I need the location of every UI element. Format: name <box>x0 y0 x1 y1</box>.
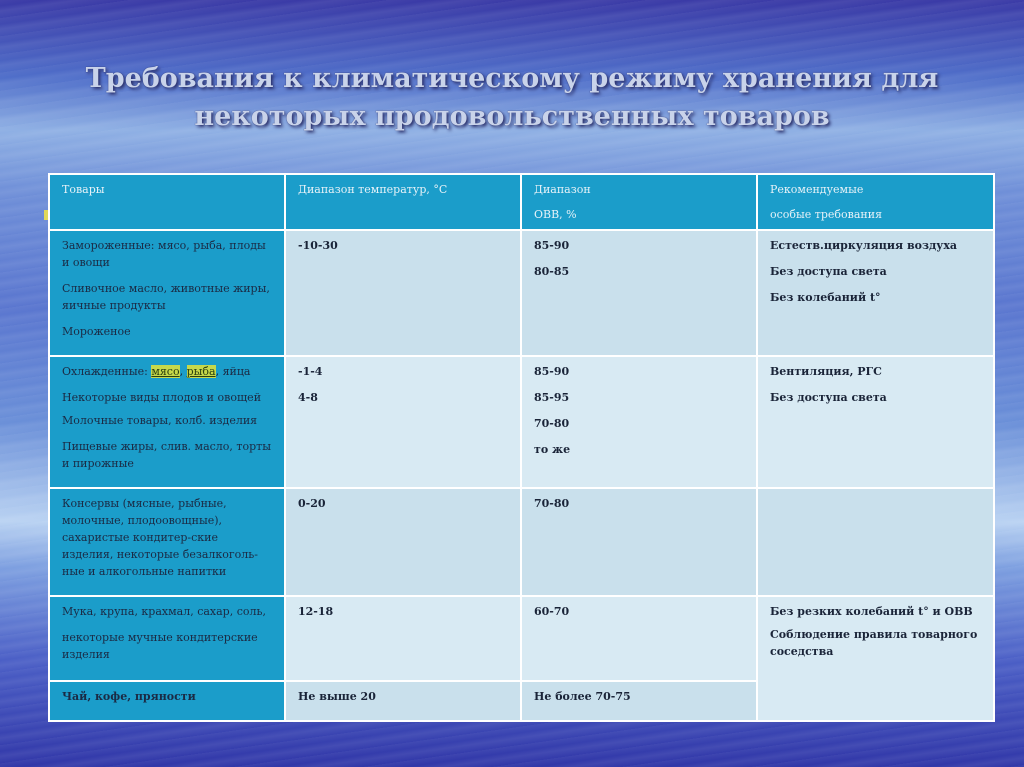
table-row <box>49 356 994 488</box>
goods-line: Сливочное масло, животные жиры, яичные продукты <box>62 282 270 312</box>
temp-value: 4-8 <box>298 391 318 404</box>
requirement-item: Без доступа света <box>770 265 887 278</box>
humidity-value: 85-90 <box>534 239 570 252</box>
temp-value: -10-30 <box>298 239 338 252</box>
requirement-item: Без колебаний t° <box>770 291 881 304</box>
cell-temp-flour <box>285 596 521 681</box>
table-header-row <box>49 174 994 230</box>
goods-line: Пищевые жиры, слив. масло, торты и пирожные <box>62 440 271 470</box>
goods-line: Мука, крупа, крахмал, сахар, соль, <box>62 605 266 618</box>
header-temperature: Диапазон температур, °С <box>285 174 521 230</box>
goods-suffix: , яйца <box>215 365 251 378</box>
cell-humidity-canned <box>521 488 757 596</box>
temp-value: Не выше 20 <box>298 690 376 703</box>
humidity-value: 85-95 <box>534 391 570 404</box>
requirement-item: Естеств.циркуляция воздуха <box>770 239 958 252</box>
header-humidity <box>521 174 757 230</box>
header-requirements <box>757 174 994 230</box>
storage-requirements-table <box>48 173 995 722</box>
slide-title-line-1: Требования к климатическому режиму хранения для <box>85 63 939 94</box>
cell-temp-canned <box>285 488 521 596</box>
link-fish[interactable]: рыба <box>186 365 216 378</box>
goods-line-chilled <box>62 363 272 380</box>
slide-title-line-2: некоторых продовольственных товаров <box>194 101 830 132</box>
header-goods: Товары <box>49 174 285 230</box>
cell-goods-canned <box>49 488 285 596</box>
humidity-value: 70-80 <box>534 417 570 430</box>
cell-requirements-chilled <box>757 356 994 488</box>
goods-line: Замороженные: мясо, рыба, плоды и овощи <box>62 239 266 269</box>
humidity-value: 60-70 <box>534 605 570 618</box>
cell-temp-tea <box>285 681 521 721</box>
header-requirements-line-2: особые требования <box>770 208 883 221</box>
requirement-item: Вентиляция, РГС <box>770 365 882 378</box>
cell-temp-frozen <box>285 230 521 356</box>
goods-separator: , <box>179 365 187 378</box>
goods-line: некоторые мучные кондитерские изделия <box>62 631 258 661</box>
requirement-item: Соблюдение правила товарного соседства <box>770 628 978 658</box>
cell-goods-chilled <box>49 356 285 488</box>
link-meat[interactable]: мясо <box>151 365 180 378</box>
cell-goods-flour <box>49 596 285 681</box>
humidity-value: 70-80 <box>534 497 570 510</box>
humidity-value: 85-90 <box>534 365 570 378</box>
cell-humidity-tea <box>521 681 757 721</box>
requirement-item: Без доступа света <box>770 391 887 404</box>
cell-goods-tea <box>49 681 285 721</box>
header-humidity-line-2: ОВВ, % <box>534 208 577 221</box>
temp-value: 0-20 <box>298 497 326 510</box>
cell-humidity-flour <box>521 596 757 681</box>
cell-temp-chilled <box>285 356 521 488</box>
goods-line: Некоторые виды плодов и овощей <box>62 391 262 404</box>
table-row <box>49 596 994 681</box>
humidity-value: Не более 70-75 <box>534 690 631 703</box>
header-humidity-line-1: Диапазон <box>534 183 591 196</box>
goods-line: Чай, кофе, пряности <box>62 690 196 703</box>
goods-prefix: Охлажденные: <box>62 365 152 378</box>
humidity-value: 80-85 <box>534 265 570 278</box>
temp-value: 12-18 <box>298 605 334 618</box>
cell-requirements-frozen <box>757 230 994 356</box>
humidity-value: то же <box>534 443 571 456</box>
cell-requirements-flour-tea <box>757 596 994 721</box>
cell-humidity-chilled <box>521 356 757 488</box>
goods-line: Консервы (мясные, рыбные, молочные, плодоовощные), сахаристые кондитер-ские изделия, некоторые безалкоголь-ные и алкогольные напитки <box>62 497 258 578</box>
cell-goods-frozen <box>49 230 285 356</box>
table-row <box>49 230 994 356</box>
goods-line: Молочные товары, колб. изделия <box>62 414 258 427</box>
cell-requirements-canned <box>757 488 994 596</box>
requirement-item: Без резких колебаний t° и ОВВ <box>770 605 973 618</box>
header-requirements-line-1: Рекомендуемые <box>770 183 864 196</box>
cell-humidity-frozen <box>521 230 757 356</box>
table-row <box>49 488 994 596</box>
temp-value: -1-4 <box>298 365 323 378</box>
goods-line: Мороженое <box>62 325 131 338</box>
slide-title <box>60 60 964 136</box>
